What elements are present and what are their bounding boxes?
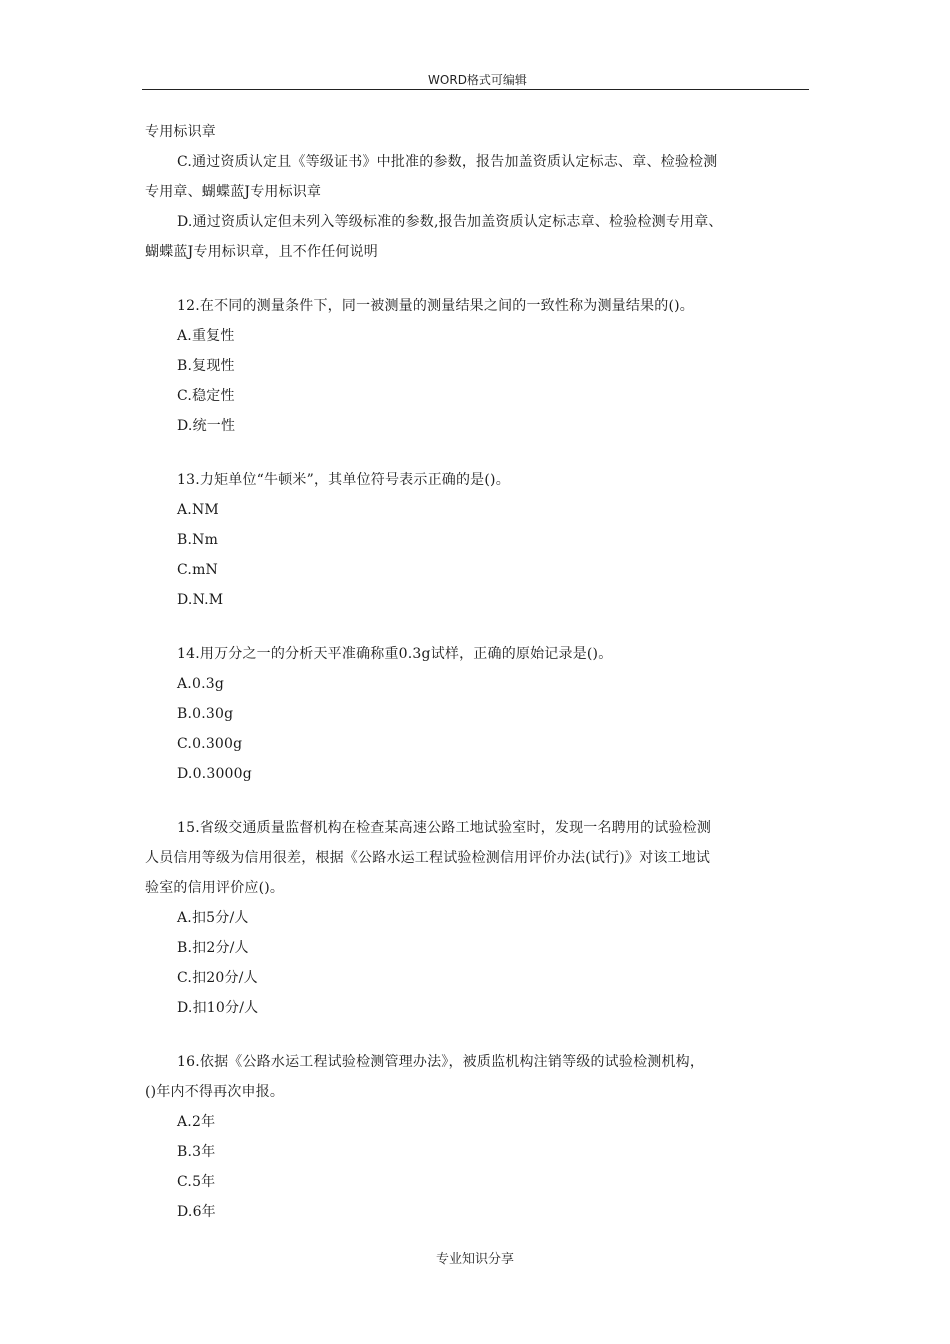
question-option: D.6年 [177,1204,216,1220]
question-option: A.2年 [177,1114,216,1130]
question-13 [145,465,810,615]
question-option: D.N.M [177,592,224,608]
page-header [142,70,809,90]
document-body [145,117,810,1227]
question-stem: 验室的信用评价应()。 [145,880,285,896]
question-option: C.扣20分/人 [177,970,258,986]
question-stem: 14.用万分之一的分析天平准确称重0.3g试样，正确的原始记录是()。 [177,646,613,662]
question-option: D.统一性 [177,418,236,434]
question-stem: 12.在不同的测量条件下，同一被测量的测量结果之间的一致性称为测量结果的()。 [177,298,694,314]
question-stem: 13.力矩单位“牛顿米”，其单位符号表示正确的是()。 [177,472,510,488]
question-option: C.稳定性 [177,388,235,404]
header-title: WORD格式可编辑 [428,73,527,87]
question-option: B.复现性 [177,358,235,374]
question-option: C.5年 [177,1174,216,1190]
question-option: B.0.30g [177,706,234,722]
question-option: B.扣2分/人 [177,940,249,956]
question-option: D.0.3000g [177,766,252,782]
page-footer: 专业知识分享 [435,1252,514,1267]
question-option: A.NM [177,502,219,518]
question-option: A.扣5分/人 [177,910,249,926]
option-c-line: C.通过资质认定且《等级证书》中批准的参数，报告加盖资质认定标志、章、检验检测 [177,154,718,170]
question-16 [145,1047,810,1227]
question-option: A.重复性 [177,328,235,344]
option-d-line: D.通过资质认定但未列入等级标准的参数,报告加盖资质认定标志章、检验检测专用章、 [177,214,723,230]
question-stem: ()年内不得再次申报。 [145,1084,285,1100]
question-15 [145,813,810,1023]
question-stem: 15.省级交通质量监督机构在检查某高速公路工地试验室时，发现一名聘用的试验检测 [177,820,712,836]
question-option: A.0.3g [177,676,224,692]
question-option: C.mN [177,562,218,578]
question-option: C.0.300g [177,736,243,752]
option-d-line: 蝴蝶蓝J专用标识章，且不作任何说明 [145,244,379,260]
question-option: D.扣10分/人 [177,1000,259,1016]
question-14 [145,639,810,789]
question-option: B.Nm [177,532,219,548]
question-stem: 16.依据《公路水运工程试验检测管理办法》，被质监机构注销等级的试验检测机构， [177,1054,705,1070]
continuation-text: 专用标识章 [145,124,216,140]
option-c-line: 专用章、蝴蝶蓝J专用标识章 [145,184,322,200]
question-12 [145,291,810,441]
question-option: B.3年 [177,1144,216,1160]
question-stem: 人员信用等级为信用很差，根据《公路水运工程试验检测信用评价办法(试行)》对该工地试 [145,850,711,866]
